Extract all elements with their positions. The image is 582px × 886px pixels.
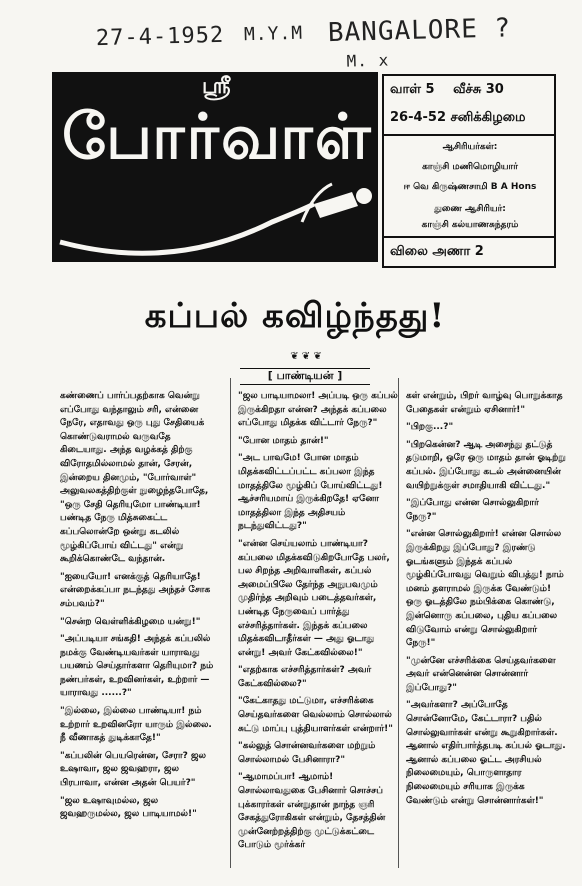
editor-1: காஞ்சி மணிமொழியார்: [422, 162, 518, 172]
column-rule: [230, 378, 231, 868]
paragraph: "இப்போது என்ன சொல்லுகிறார் நேரு?": [406, 498, 539, 522]
divider: [384, 134, 554, 136]
divider: [384, 236, 554, 238]
paragraph: "அவர்களா? அப்போதே சொன்னோமே, கேட்டாரா? பதில் சொல்லுவார்கள் என்று கூறுகிறார்கள். ஆனால் எதிர்பார்த்தபடி கப்பல் ஓடாது. ஆனால் கப்பலை ஓட்ட அரசியல் நிலைமையும், பொருளாதார நிலைமையும் சரியாக இருக்க வேண்டும் என்று சொன்னார்கள்!": [406, 700, 566, 806]
paragraph: "என்ன செய்யலாம் பாண்டியா? கப்பலை மிதக்கவிடுகிறபோதே பலர், பல சிறந்த அறிவாளிகள், கப்பல் அமைப்பிலே தேர்ந்த அநுபவமும் முதிர்ந்த அறிவும் படைத்தவர்கள், பண்டித நேருவைப் பார்த்து எச்சரித்தார்கள். இந்தக் கப்பலை மிதக்கவிடாதீர்கள் — அது ஓடாது என்று! அவர் கேட்கவில்லை!": [238, 538, 390, 658]
paragraph: "பிறகென்ன? ஆடி அசைந்து தட்டுத் தடுமாறி, ஒரே ஒரு மாதம் தான் ஓடிற்று கப்பல். இப்போது கடல் அன்னையின் வயிற்றுக்குள் சமாதியாகி விட்டது.": [406, 439, 566, 491]
column-rule: [398, 378, 399, 868]
paragraph: "ஜல உஷாவுமல்ல, ஜல ஜவஹருமல்ல, ஜல பாடியாமல்!": [60, 795, 197, 820]
issue-info-box: [382, 74, 556, 268]
paragraph: "முன்னே எச்சரிக்கை செய்தவர்களை அவர் என்னென்ன சொன்னார் இப்போது?": [406, 655, 556, 693]
handwritten-date: 27-4-1952: [95, 22, 225, 52]
paragraph: "எதற்காக எச்சரித்தார்கள்? அவர் கேட்கவில்லை?": [238, 665, 372, 689]
editors-label: ஆசிரியர்கள்:: [442, 142, 498, 152]
paragraph: "ஆமாமப்பா! ஆமாம்! சொல்லாவதுகை பேசினார் சொச்சப் புக்காரர்கள் என்றுதான் நாந்த ஞரி சேகத்துரோகிகள் என்றும், தேசத்தின் முன்னேற்றத்திற்கு முட்டுக்கட்டை போடும் மூர்க்கர்: [238, 772, 386, 851]
paragraph: "என்ன சொல்லுகிறார்! என்ன சொல்ல இருக்கிறது இப்போது? இரண்டு ஓடங்களும் இந்தக் கப்பல் மூழ்கிப்போவது வெறும் விபத்து! நாம் மனம் தளராமல் இருக்க வேண்டும்! ஒரு ஓடத்திலே நம்பிக்கை கொண்டு, இன்னொரு கப்பலை, புதிய கப்பலை விடுவோம் என்று சொல்லுகிறார் நேரு!": [406, 529, 564, 649]
paragraph: "போன மாதம் தான்!": [238, 435, 329, 446]
ornament-divider: ❦ ❦ ❦: [290, 351, 322, 362]
paragraph: "ஜல பாடியாமலா! அப்படி ஒரு கப்பல் இருக்கிறதா என்ன? அந்தக் கப்பலை எப்போது மிதக்க விட்டார் நேரு?": [238, 391, 398, 429]
handwritten-code: M.Y.M: [243, 22, 304, 46]
volume-issue: [390, 82, 550, 98]
masthead-top-mark: ஸ்ரீ: [202, 74, 231, 99]
paragraph: "கல்லுத் சொன்னவர்களை மற்றும் சொல்லாமல் பேசினாரா?": [238, 741, 376, 765]
issue-date: 26-4-52 சனிக்கிழமை: [390, 110, 526, 125]
paragraph: "சென்ற வெள்ளிக்கிழமை யன்று!": [60, 616, 201, 627]
handwritten-city: BANGALORE ?: [327, 13, 512, 49]
sub-editor-label: துணை ஆசிரியர்:: [434, 204, 506, 214]
paragraph: "ஐயையோ! எனக்குத் தெரியாதே! என்றைக்கப்பா நடந்தது அந்தச் சோக சம்பவம்?": [60, 571, 211, 609]
article-column-1: [60, 390, 220, 876]
article-headline: கப்பல் கவிழ்ந்தது!: [144, 296, 446, 336]
paragraph: "கேட்காதது மட்டுமா, எச்சரிக்கை செய்தவர்களை வெல்லாம் சொல்லால் சுட்டு மாப்பு புத்தியாளர்கள் என்றார்!": [238, 696, 393, 734]
paragraph: "கப்பலின் பெயரென்ன, சேரா? ஜல உஷாவா, ஜல ஜவஹரா, ஜல பிரபாவா, என்ன அதன் பெயர்?": [60, 750, 207, 789]
paragraph: கள் என்றும், பிறர் வாழ்வு பொறுக்காத பேதைகள் என்றும் ஏசினார்!": [406, 391, 563, 415]
volume: வாள் 5: [390, 82, 435, 97]
masthead-title: போர்வாள்: [62, 100, 373, 173]
paragraph: "இல்லை, இல்லை பாண்டியா! நம் உற்றார் உறவினரோ யாரும் இல்லை. நீ வீணாகத் துடிக்காதே!": [60, 706, 212, 744]
article-column-3: [406, 390, 566, 876]
masthead: [52, 72, 378, 262]
paragraph: "அட பாவமே! போன மாதம் மிதக்கவிட்டப்பட்ட கப்பலா இந்த மாதத்திலே மூழ்கிப் போய்விட்டது! ஆச்சரியமாய் இருக்கிறதே! ஏனோ மாதத்திலா இந்த அதிசயம் நடந்துவிட்டது?": [238, 453, 383, 532]
issue-number: வீச்சு 30: [453, 82, 504, 97]
price: விலை அணா 2: [390, 244, 484, 259]
paragraph: "அப்படியா சங்கதி! அந்தக் கப்பலில் நமக்கு வேண்டியவர்கள் யாராவது பயணம் செய்தார்களா தெரியுமா? நம் நண்பர்கள், உறவினர்கள், உற்றார் — யாராவது ......?": [60, 634, 214, 699]
handwritten-mark: M. x: [346, 50, 390, 71]
editor-2: ஈ வெ கிருஷ்ணசாமி B A Hons: [403, 182, 537, 192]
handwritten-annotation: [95, 6, 566, 71]
byline: [ பாண்டியன் ]: [240, 368, 370, 385]
paragraph: கண்ணைப் பார்ப்பதற்காக வென்று எப்போது வந்தாலும் சரி, என்னை நேரே, எதாவது ஒரு புது சேதியைக் கொண்டுவராமல் வருவதே கிடையாது. அந்த வழக்கத் திற்கு விரோதமில்லாமல் தான், சேரன், இன்றைய தினமும், "போர்வாள்" அலுவலகத்திற்குள் நுழைந்தபோதே, "ஒரு சேதி தெரியுமோ பாண்டியா! பண்டித நேரு மித்சுகைட்ட கப்பலொன்றே ஒன்று கடலில் மூழ்கிப்போய் விட்டது" என்று கூறிக்கொண்டே வந்தான்.: [60, 391, 209, 565]
sub-editor: காஞ்சி கல்யாணசுந்தரம்: [421, 220, 519, 230]
article-column-2: [238, 390, 398, 876]
paragraph: "பிறகு...?": [406, 422, 454, 433]
